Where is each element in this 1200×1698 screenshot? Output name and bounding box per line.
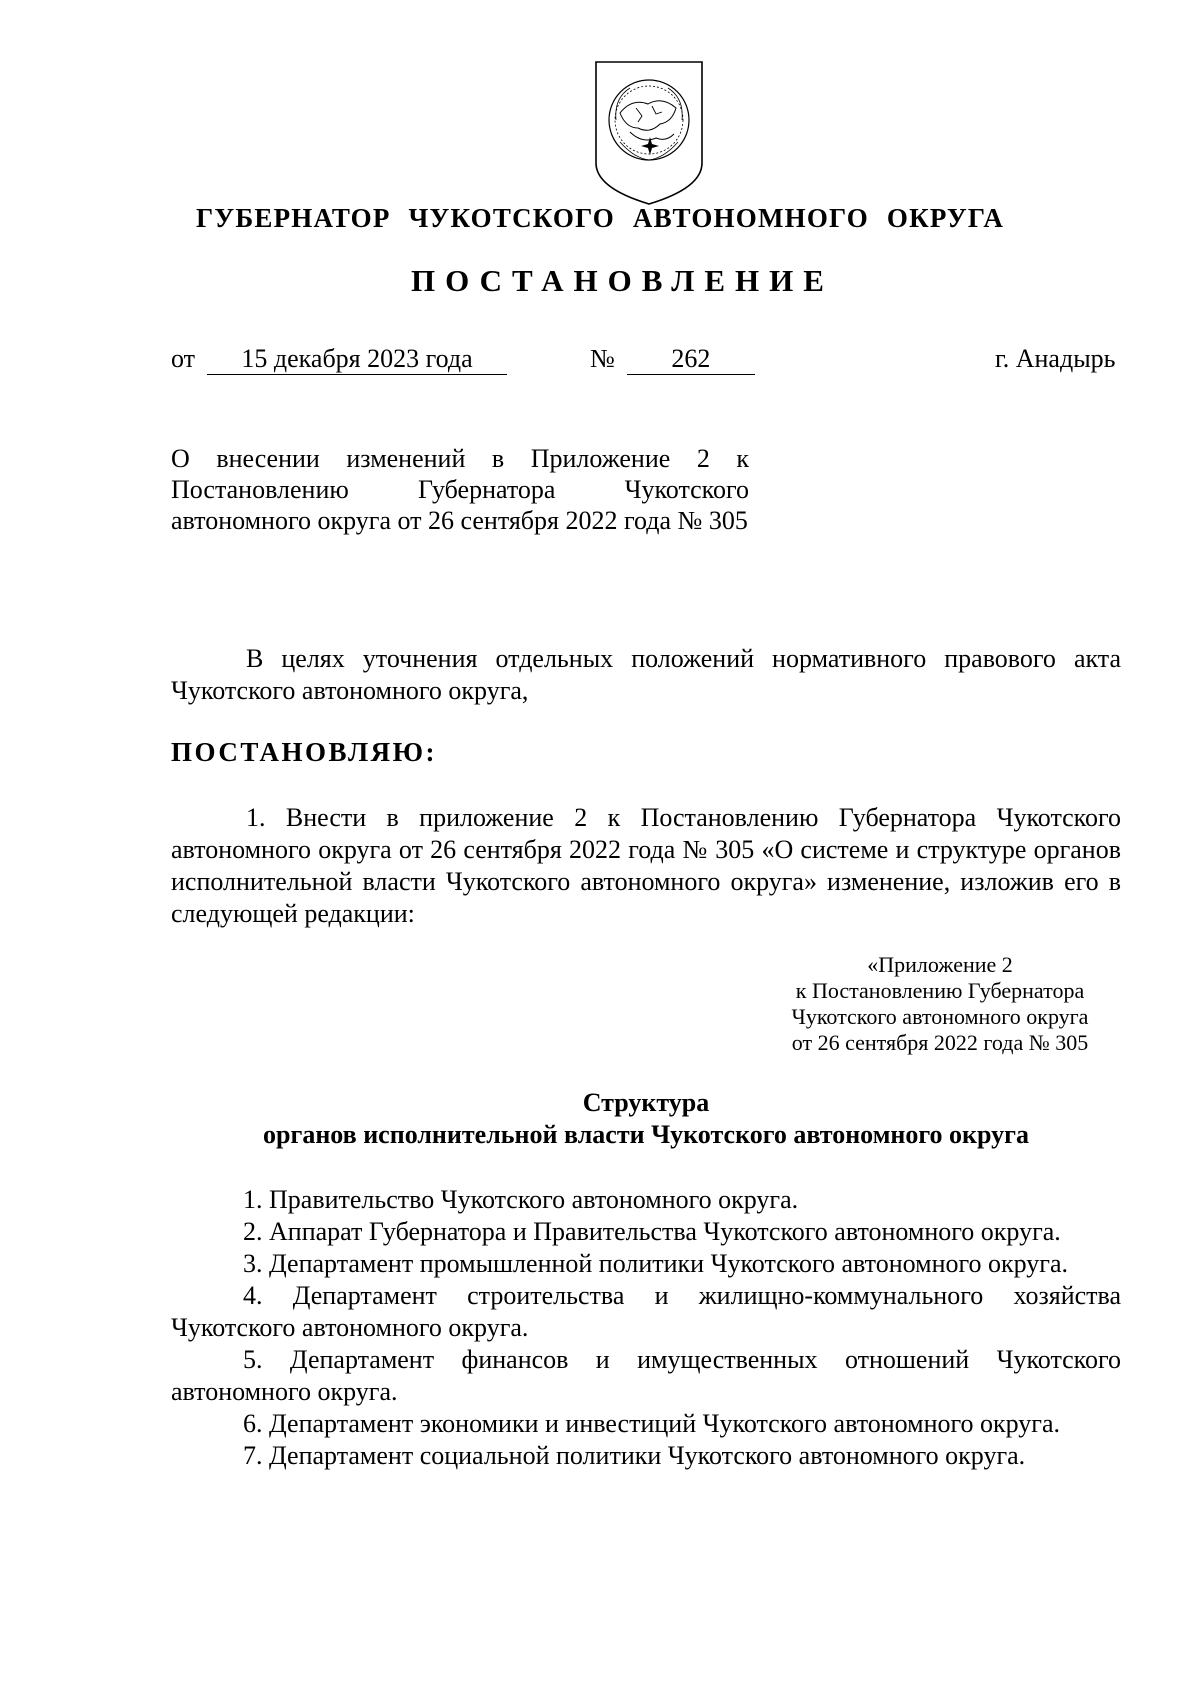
appendix-line: «Приложение 2 — [867, 952, 1013, 977]
list-item: 2. Аппарат Губернатора и Правительства Чукотского автономного округа. — [243, 1217, 1061, 1246]
appendix-line: от 26 сентября 2022 года № 305 — [791, 1030, 1089, 1055]
document-date: 15 декабря 2023 года — [207, 344, 507, 375]
coat-of-arms-icon — [590, 58, 708, 208]
document-number-field — [590, 344, 755, 375]
document-subject: О внесении изменений в Приложение 2 к Постановлению Губернатора Чукотского автономного округа от 26 сентября 2022 года № 305 — [171, 444, 749, 535]
issuing-authority: ГУБЕРНАТОР ЧУКОТСКОГО АВТОНОМНОГО ОКРУГА — [195, 203, 1005, 233]
document-place: г. Анадырь — [995, 344, 1116, 373]
document-number: 262 — [627, 344, 755, 375]
structure-title: Структура — [582, 1088, 710, 1117]
list-item: 3. Департамент промышленной политики Чукотского автономного округа. — [243, 1249, 1068, 1278]
clause-1: 1. Внести в приложение 2 к Постановлению Губернатора Чукотского автономного округа от 26 сентября 2022 года № 305 «О системе и структуре органов исполнительной власти Чукотского автономного округа» изменение, изложив его в следующей редакции: — [171, 803, 1121, 928]
structure-list — [171, 1184, 1121, 1472]
list-item: 7. Департамент социальной политики Чукотского автономного округа. — [243, 1441, 1026, 1470]
resolve-heading: ПОСТАНОВЛЯЮ: — [171, 737, 437, 767]
structure-subtitle: органов исполнительной власти Чукотского автономного округа — [263, 1120, 1029, 1149]
structure-heading — [171, 1087, 1121, 1151]
appendix-line: Чукотского автономного округа — [791, 1004, 1089, 1029]
appendix-line: к Постановлению Губернатора — [795, 978, 1085, 1003]
appendix-reference — [720, 952, 1160, 1056]
document-type: ПОСТАНОВЛЕНИЕ — [411, 263, 834, 298]
preamble: В целях уточнения отдельных положений нормативного правового акта Чукотского автономного округа, — [171, 644, 1121, 705]
list-item: 6. Департамент экономики и инвестиций Чукотского автономного округа. — [243, 1409, 1061, 1438]
list-item: 1. Правительство Чукотского автономного округа. — [243, 1185, 799, 1214]
document-date-field — [171, 344, 507, 375]
list-item: 4. Департамент строительства и жилищно-коммунального хозяйства Чукотского автономного округа. — [171, 1281, 1121, 1342]
number-prefix: № — [590, 344, 615, 373]
list-item: 5. Департамент финансов и имущественных отношений Чукотского автономного округа. — [171, 1345, 1121, 1406]
date-prefix: от — [171, 344, 196, 373]
